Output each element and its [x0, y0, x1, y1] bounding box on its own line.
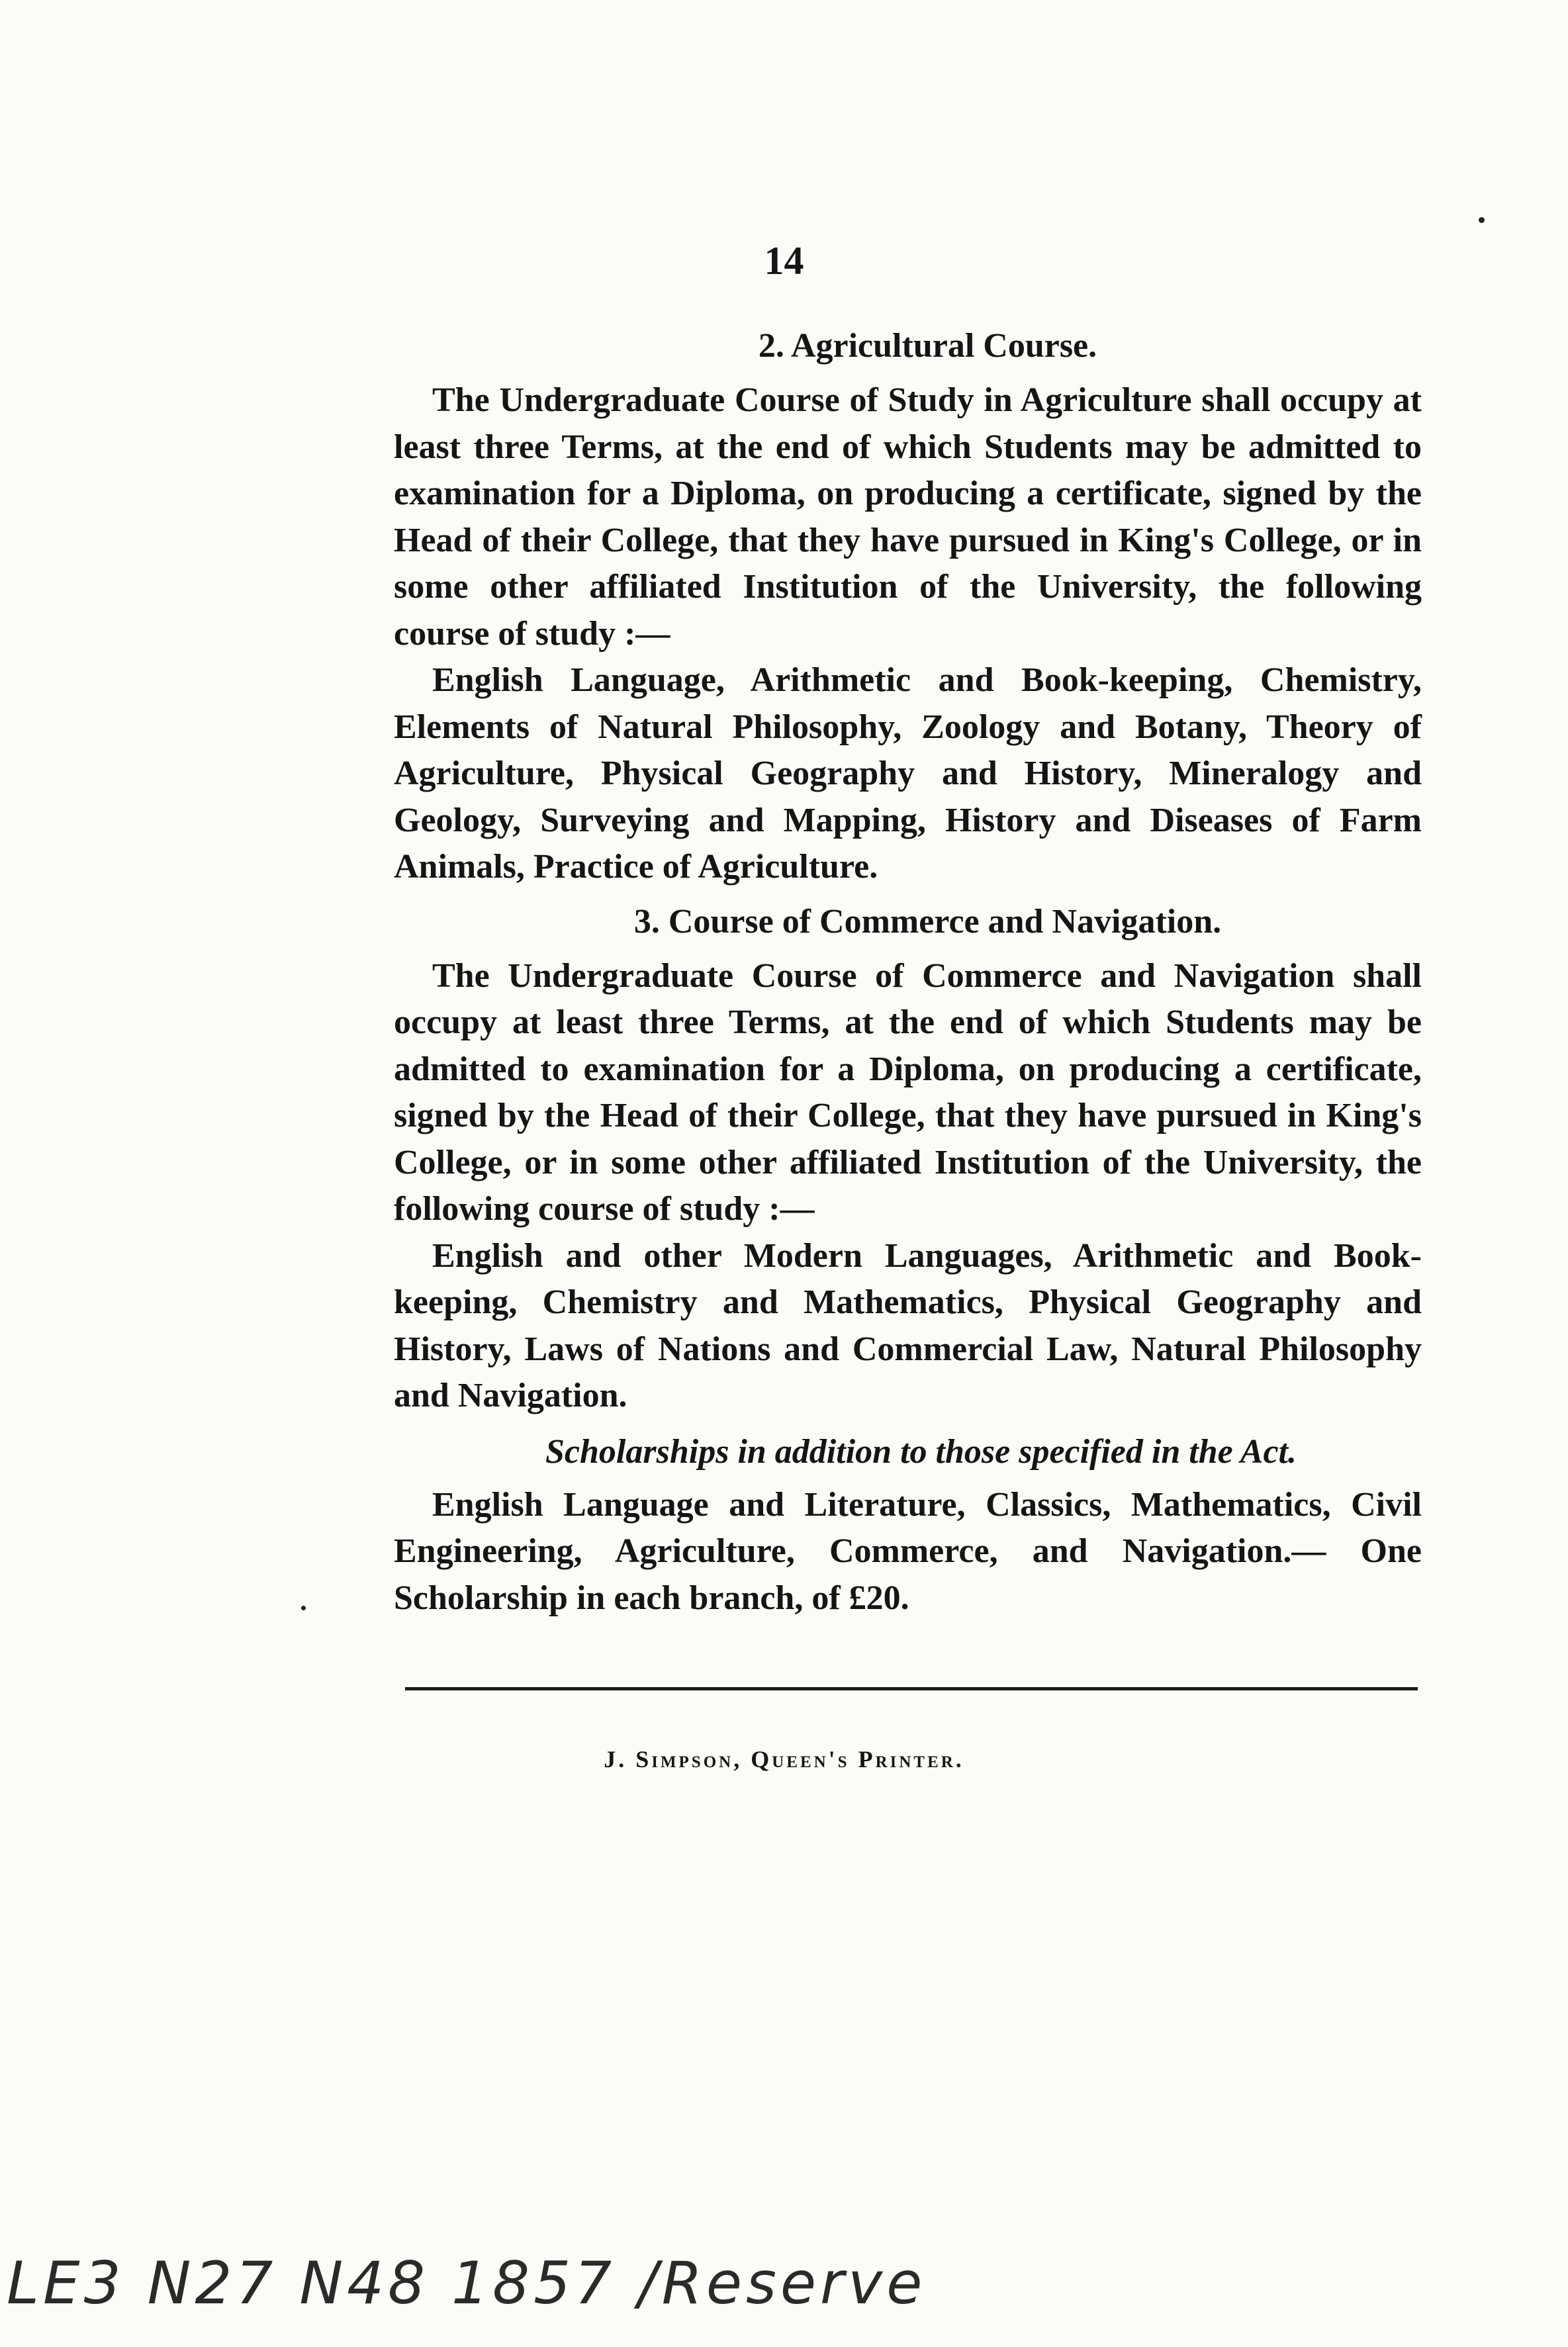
printer-imprint: J. Simpson, Queen's Printer. [604, 1746, 964, 1772]
ink-speck [301, 1606, 306, 1610]
section-gap [394, 891, 1422, 899]
agricultural-paragraph-1: The Undergraduate Course of Study in Agriculture shall occupy at least three Terms, at the end of which Students may be admitted to examination for a Diploma, on producing a certificate, signed by the Head of their College, that they have pursued in King's College, or in some other affiliated Institution of the University, the following course of study :— [394, 381, 1422, 653]
section-heading-agricultural: 2. Agricultural Course. [758, 327, 1097, 365]
horizontal-rule [405, 1687, 1418, 1690]
section-heading-commerce: 3. Course of Commerce and Navigation. [633, 902, 1222, 941]
scholarships-paragraph: English Language and Literature, Classics, Mathematics, Civil Engineering, Agriculture, Commerce, and Navigation.— One Scholarship in each branch, of £20. [394, 1485, 1422, 1617]
commerce-paragraph-1: The Undergraduate Course of Commerce and Navigation shall occupy at least three Terms, at the end of which Students may be admitted to examination for a Diploma, on producing a certificate, signed by the Head of their College, that they have pursued in King's College, or in some other affiliated Institution of the University, the following course of study :— [394, 956, 1422, 1228]
page-number: 14 [764, 239, 804, 283]
handwritten-call-number: LE3 N27 N48 1857 /Reserve [7, 2249, 927, 2317]
agricultural-paragraph-2: English Language, Arithmetic and Book-keeping, Chemistry, Elements of Natural Philosophy, Zoology and Botany, Theory of Agriculture, Physical Geography and History, Mineralogy and Geology, Surveying and Mapping, History and Diseases of Farm Animals, Practice of Agriculture. [394, 661, 1422, 886]
scholarships-heading: Scholarships in addition to those specified in the Act. [545, 1432, 1297, 1471]
ink-speck [1479, 217, 1485, 223]
body-text [394, 323, 1422, 1622]
commerce-paragraph-2: English and other Modern Languages, Arithmetic and Bookkeeping, Chemistry and Mathematics, Physical Geography and History, Laws of Nations and Commercial Law, Natural Philosophy and Navigation. [394, 1236, 1422, 1414]
